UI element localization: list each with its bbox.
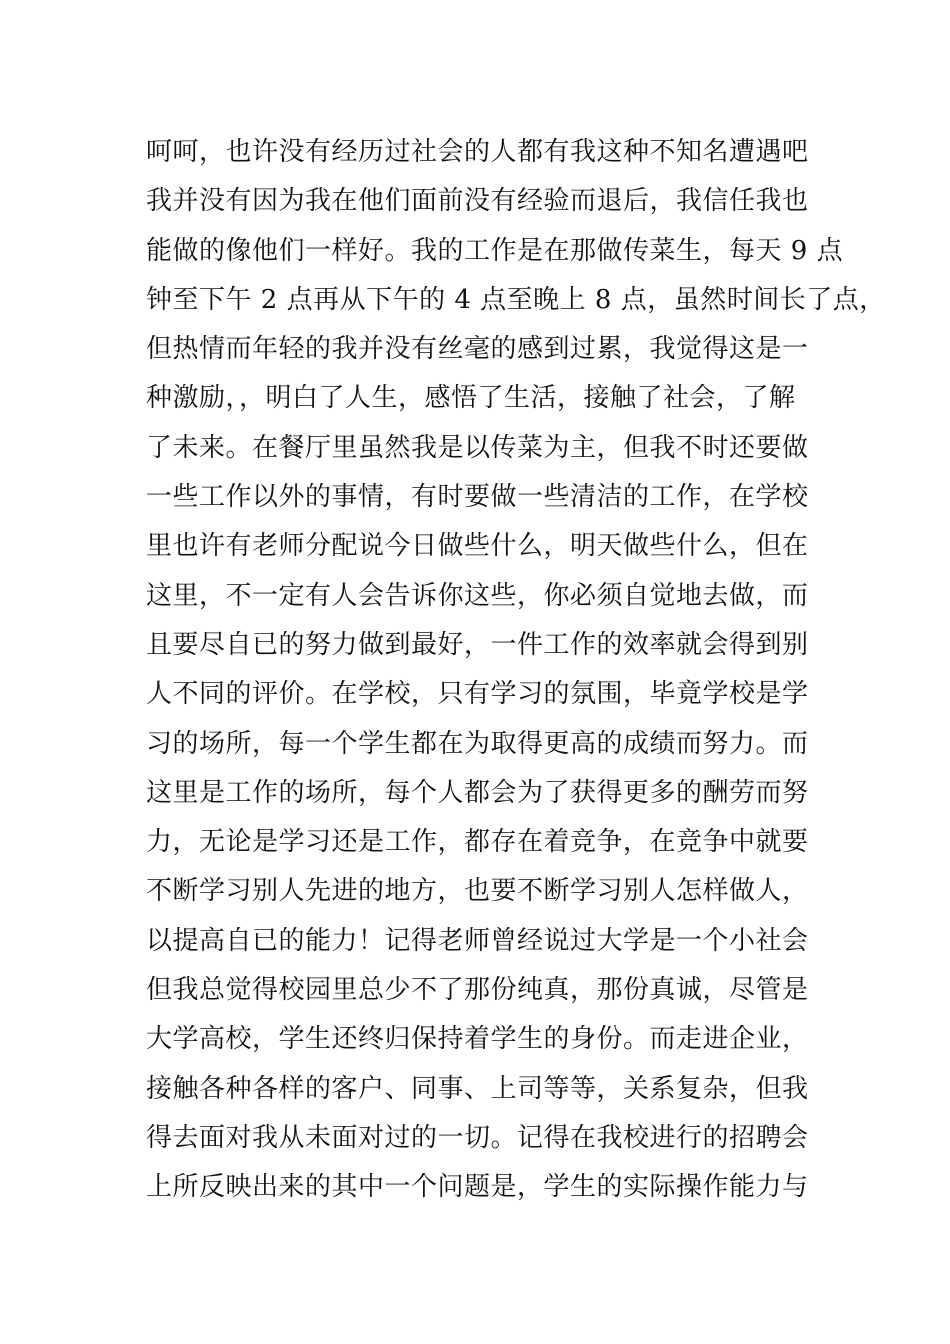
text-line: 这里是工作的场所，每个人都会为了获得更多的酬劳而努 <box>146 777 809 808</box>
text-line: 我并没有因为我在他们面前没有经验而退后，我信任我也 <box>146 186 809 217</box>
text-line: 得去面对我从未面对过的一切。记得在我校进行的招聘会 <box>146 1122 809 1153</box>
text-line: 能做的像他们一样好。我的工作是在那做传菜生，每天 9 点 <box>146 235 844 266</box>
text-line: 呵呵，也许没有经历过社会的人都有我这种不知名遭遇吧 <box>146 137 809 167</box>
text-line: 了未来。在餐厅里虽然我是以传菜为主，但我不时还要做 <box>146 432 809 463</box>
text-line: 但我总觉得校园里总少不了那份纯真，那份真诚，尽管是 <box>146 975 809 1006</box>
text-line: 力，无论是学习还是工作，都存在着竞争，在竞争中就要 <box>146 827 809 858</box>
text-line: 以提高自已的能力！记得老师曾经说过大学是一个小社会 <box>146 925 809 956</box>
text-line: 里也许有老师分配说今日做些什么，明天做些什么，但在 <box>146 531 809 562</box>
text-line: 种激励，，明白了人生，感悟了生活，接触了社会，了解 <box>146 383 796 414</box>
text-line: 但热情而年轻的我并没有丝毫的感到过累，我觉得这是一 <box>146 334 809 365</box>
text-line: 且要尽自已的努力做到最好，一件工作的效率就会得到别 <box>146 629 809 660</box>
text-line: 一些工作以外的事情，有时要做一些清洁的工作，在学校 <box>146 482 809 513</box>
text-line: 不断学习别人先进的地方，也要不断学习别人怎样做人， <box>146 876 809 907</box>
text-line: 习的场所，每一个学生都在为取得更高的成绩而努力。而 <box>146 728 809 759</box>
text-line: 钟至下午 2 点再从下午的 4 点至晚上 8 点，虽然时间长了点， <box>146 284 886 315</box>
text-line: 大学高校，学生还终归保持着学生的身份。而走进企业， <box>146 1024 809 1055</box>
text-line: 接触各种各样的客户、同事、上司等等，关系复杂，但我 <box>146 1073 809 1104</box>
text-line: 上所反映出来的其中一个问题是，学生的实际操作能力与 <box>146 1172 809 1203</box>
text-line: 这里，不一定有人会告诉你这些，你必须自觉地去做，而 <box>146 580 809 611</box>
text-line: 人不同的评价。在学校，只有学习的氛围，毕竟学校是学 <box>146 679 809 710</box>
body-text <box>146 128 886 1213</box>
